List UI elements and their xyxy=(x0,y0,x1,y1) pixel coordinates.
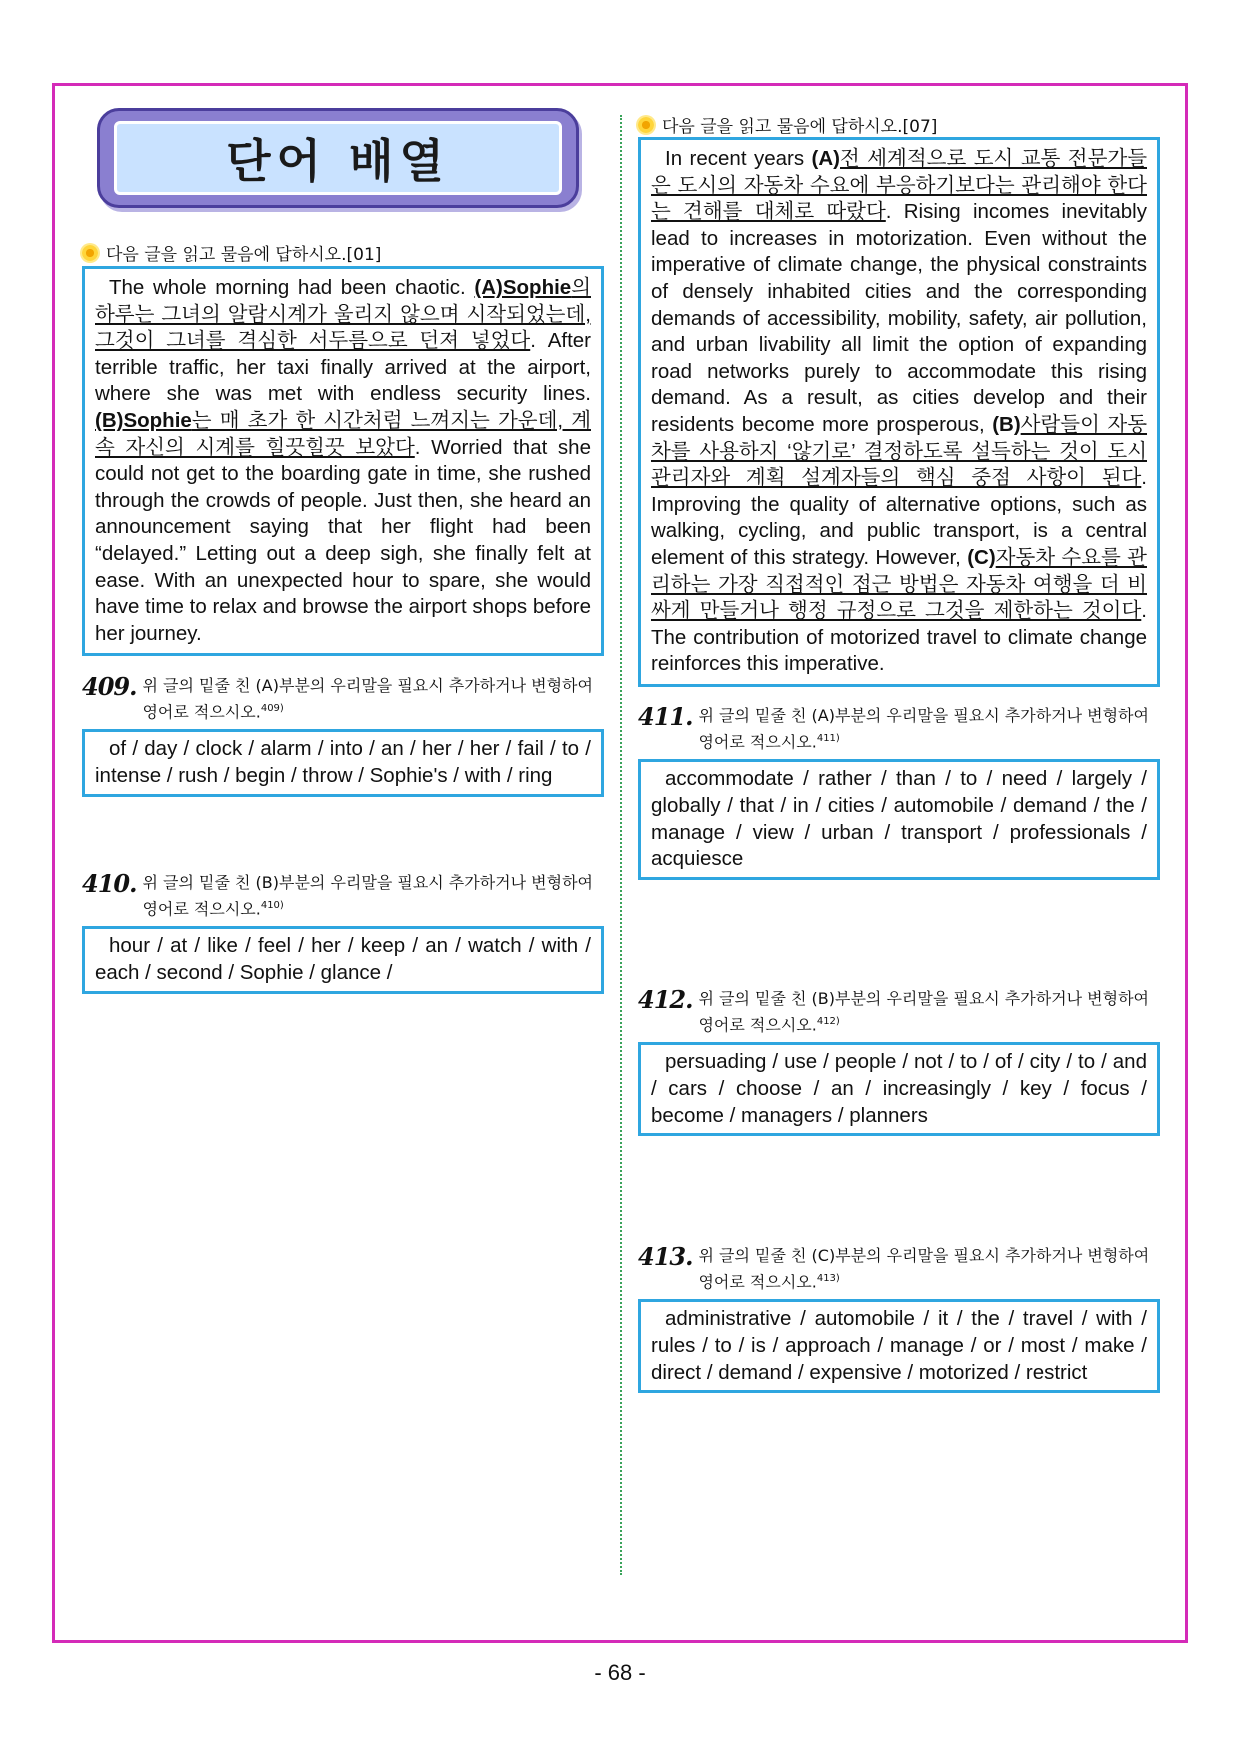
question-412-prompt xyxy=(698,987,1160,1036)
left-passage-text-1: The whole morning had been chaotic. xyxy=(109,276,475,299)
question-410 xyxy=(82,871,604,994)
right-passage-text-3: . Improving the quality of alternative options, such as walking, cycling, and public transport, is a central element of this strategy. However, xyxy=(651,466,1147,569)
question-411 xyxy=(638,704,1160,880)
question-411-header xyxy=(638,704,1160,753)
question-410-footnote: 410) xyxy=(260,900,284,911)
question-409-number: 409. xyxy=(82,672,137,701)
right-passage-c-label: (C) xyxy=(967,545,996,569)
question-409 xyxy=(82,674,604,797)
question-412-word-box xyxy=(638,1042,1160,1136)
page-title: 단어 배열 xyxy=(226,134,450,188)
left-passage-b-label: (B)Sophie xyxy=(95,408,192,432)
question-409-word-box xyxy=(82,729,604,796)
right-passage-wrap xyxy=(638,137,1160,687)
question-411-prompt-text: 위 글의 밑줄 친 (A)부분의 우리말을 필요시 추가하거나 변형하여 영어로 적으시오. xyxy=(698,706,1149,752)
question-413-header xyxy=(638,1244,1160,1293)
question-411-word-box xyxy=(638,759,1160,879)
question-412 xyxy=(638,987,1160,1136)
question-413-number: 413. xyxy=(638,1242,693,1271)
question-413-footnote: 413) xyxy=(816,1273,840,1284)
right-passage-b-label: (B) xyxy=(992,412,1021,436)
left-column xyxy=(82,240,604,265)
question-411-words: accommodate / rather / than / to / need / largely / globally / that / in / cities / automobile / demand / the / manage / view / urban / transport / professionals / acquiesce xyxy=(651,767,1147,871)
question-410-words: hour / at / like / feel / her / keep / an / watch / with / each / second / Sophie / glance / xyxy=(95,934,591,984)
right-instruction-text: 다음 글을 읽고 물음에 답하시오.[07] xyxy=(662,117,938,137)
right-passage-text-4: . The contribution of motorized travel to climate change reinforces this imperative. xyxy=(651,599,1147,676)
right-passage-b-korean: 사람들이 자동차를 사용하지 ‘않기로’ 결정하도록 설득하는 것이 도시 관리자와 계획 설계자들의 핵심 중점 사항이 된다 xyxy=(651,412,1148,490)
question-413-prompt xyxy=(698,1244,1160,1293)
left-passage-wrap xyxy=(82,266,604,656)
flower-icon xyxy=(82,245,98,261)
right-passage-text-1: In recent years xyxy=(665,147,812,170)
question-410-number: 410. xyxy=(82,869,137,898)
right-passage-a-korean: 전 세계적으로 도시 교통 전문가들은 도시의 자동차 수요에 부응하기보다는 관리해야 한다는 견해를 대체로 따랐다 xyxy=(651,147,1147,224)
left-passage-a-label: (A)Sophie xyxy=(474,276,572,299)
right-passage-box xyxy=(638,137,1160,687)
question-412-footnote: 412) xyxy=(816,1016,840,1027)
left-instruction xyxy=(82,240,604,265)
question-410-prompt-text: 위 글의 밑줄 친 (B)부분의 우리말을 필요시 추가하거나 변형하여 영어로 적으시오. xyxy=(142,873,594,919)
left-passage-text-3: . Worried that she could not get to the boarding gate in time, she rushed through the crowds of people. Just then, she heard an announcement saying that her flight had been “delayed.” Letting out a deep sigh, she finally felt at ease. With an unexpected hour to spare, she would have time to relax and browse the airport shops before her journey. xyxy=(95,435,591,645)
question-409-prompt-text: 위 글의 밑줄 친 (A)부분의 우리말을 필요시 추가하거나 변형하여 영어로 적으시오. xyxy=(142,676,593,722)
title-badge xyxy=(97,108,579,208)
right-instruction xyxy=(638,112,1160,137)
question-413-prompt-text: 위 글의 밑줄 친 (C)부분의 우리말을 필요시 추가하거나 변형하여 영어로 적으시오. xyxy=(698,1246,1150,1292)
left-passage-a-korean: 의 하루는 그녀의 알람시계가 울리지 않으며 시작되었는데, 그것이 그녀를 격심한 서두름으로 던져 넣었다 xyxy=(95,276,591,353)
right-passage-c-korean: 자동차 수요를 관리하는 가장 직접적인 접근 방법은 자동차 여행을 더 비싸게 만들거나 행정 규정으로 그것을 제한하는 것이다 xyxy=(651,545,1147,623)
column-divider xyxy=(620,115,622,1575)
question-411-prompt xyxy=(698,704,1160,753)
question-413 xyxy=(638,1244,1160,1393)
question-412-words: persuading / use / people / not / to / of / city / to / and / cars / choose / an / increasingly / key / focus / become / managers / planners xyxy=(651,1050,1147,1127)
flower-icon xyxy=(638,117,654,133)
question-412-prompt-text: 위 글의 밑줄 친 (B)부분의 우리말을 필요시 추가하거나 변형하여 영어로 적으시오. xyxy=(698,989,1150,1035)
right-column xyxy=(638,112,1160,137)
left-passage-text-2: . After terrible traffic, her taxi finally arrived at the airport, where she was met with endless security lines. xyxy=(95,329,591,406)
question-413-words: administrative / automobile / it / the / travel / with / rules / to / is / approach / manage / or / most / make / direct / demand / expensive / motorized / restrict xyxy=(651,1307,1147,1384)
left-passage-b-korean: 는 매 초가 한 시간처럼 느껴지는 가운데, 계속 자신의 시계를 힐끗힐끗 보았다 xyxy=(95,408,591,459)
question-412-number: 412. xyxy=(638,985,693,1014)
left-passage-box xyxy=(82,266,604,656)
question-412-header xyxy=(638,987,1160,1036)
question-413-word-box xyxy=(638,1299,1160,1393)
question-411-number: 411. xyxy=(638,702,693,731)
question-409-header xyxy=(82,674,604,723)
right-passage-a-label: (A) xyxy=(811,147,840,170)
question-410-header xyxy=(82,871,604,920)
question-409-prompt xyxy=(142,674,604,723)
right-passage-text-2: . Rising incomes inevitably lead to increases in motorization. Even without the imperative of climate change, the physical constraints of densely inhabited cities and the corresponding demands of accessibility, mobility, safety, air pollution, and urban livability all limit the option of expanding road networks purely to accommodate this rising demand. As a result, as cities develop and their residents become more prosperous, xyxy=(651,200,1147,436)
left-instruction-text: 다음 글을 읽고 물음에 답하시오.[01] xyxy=(106,245,382,265)
question-410-prompt xyxy=(142,871,604,920)
question-409-footnote: 409) xyxy=(260,703,284,714)
page-number: - 68 - xyxy=(594,1660,646,1685)
question-410-word-box xyxy=(82,926,604,993)
question-411-footnote: 411) xyxy=(816,733,840,744)
question-409-words: of / day / clock / alarm / into / an / her / her / fail / to / intense / rush / begin / throw / Sophie's / with / ring xyxy=(95,737,591,787)
title-badge-inner xyxy=(114,121,562,195)
